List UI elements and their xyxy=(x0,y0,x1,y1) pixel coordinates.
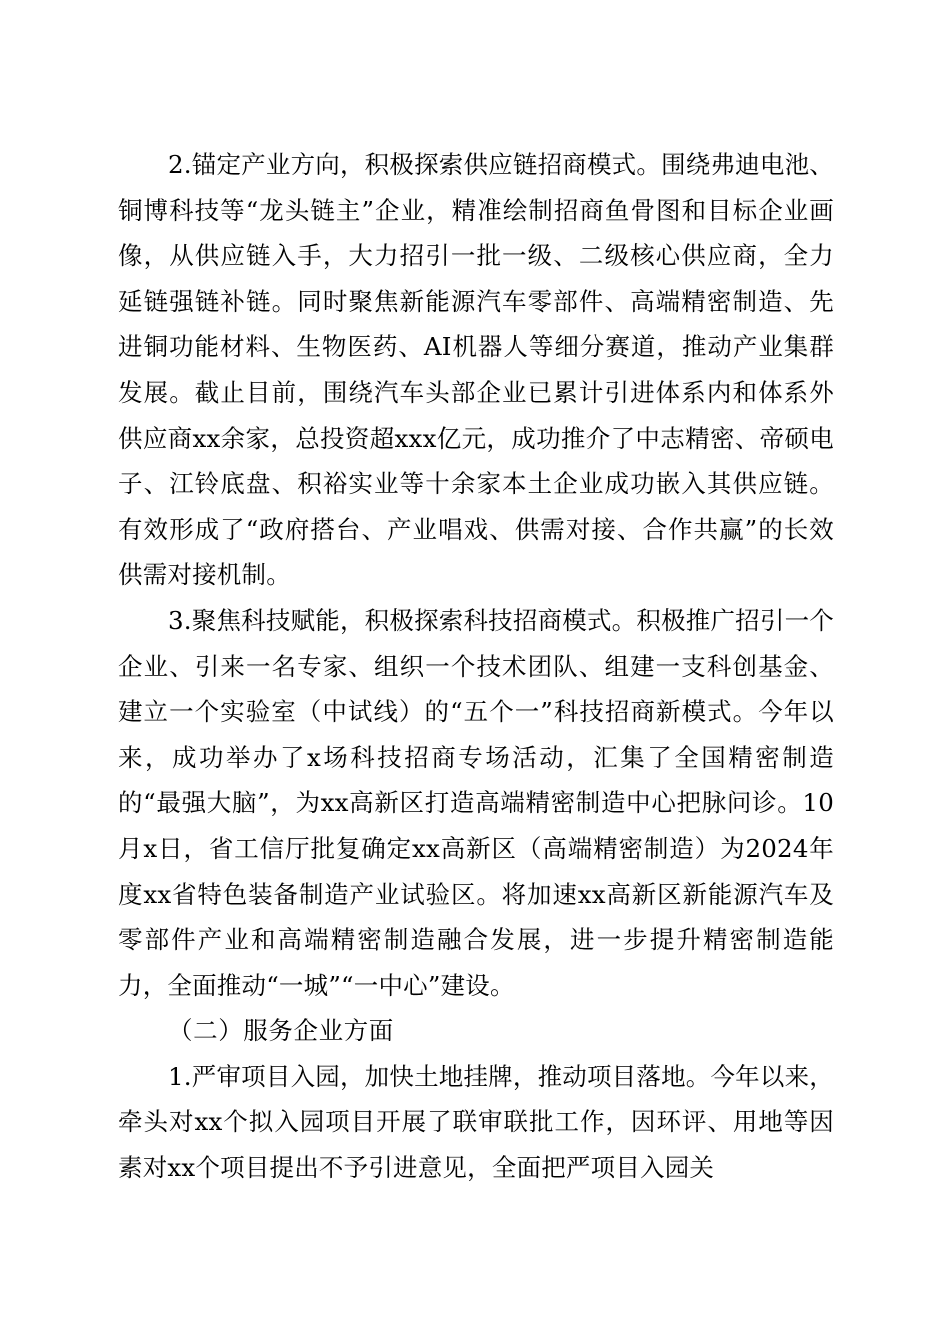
paragraph-supply-chain-investment: 2.锚定产业方向，积极探索供应链招商模式。围绕弗迪电池、铜博科技等“龙头链主”企业，精准绘制招商鱼骨图和目标企业画像，从供应链入手，大力招引一批一级、二级核心供应商，全力延链强链补链。同时聚焦新能源汽车零部件、高端精密制造、先进铜功能材料、生物医药、AI机器人等细分赛道，推动产业集群发展。截止目前，围绕汽车头部企业已累计引进体系内和体系外供应商xx余家，总投资超xxx亿元，成功推介了中志精密、帝硕电子、江铃底盘、积裕实业等十余家本土企业成功嵌入其供应链。有效形成了“政府搭台、产业唱戏、供需对接、合作共赢”的长效供需对接机制。 xyxy=(118,150,834,590)
document-body xyxy=(118,142,834,1191)
section-heading-service-enterprises: （二）服务企业方面 xyxy=(168,1016,394,1046)
paragraph-tech-investment: 3.聚焦科技赋能，积极探索科技招商模式。积极推广招引一个企业、引来一名专家、组织一个技术团队、组建一支科创基金、建立一个实验室（中试线）的“五个一”科技招商新模式。今年以来，成功举办了x场科技招商专场活动，汇集了全国精密制造的“最强大脑”，为xx高新区打造高端精密制造中心把脉问诊。10月x日，省工信厅批复确定xx高新区（高端精密制造）为2024年度xx省特色装备制造产业试验区。将加速xx高新区新能源汽车及零部件产业和高端精密制造融合发展，进一步提升精密制造能力，全面推动“一城”“一中心”建设。 xyxy=(118,605,834,1000)
paragraph-project-review: 1.严审项目入园，加快土地挂牌，推动项目落地。今年以来，牵头对xx个拟入园项目开展了联审联批工作，因环评、用地等因素对xx个项目提出不予引进意见，全面把严项目入园关 xyxy=(118,1061,834,1183)
